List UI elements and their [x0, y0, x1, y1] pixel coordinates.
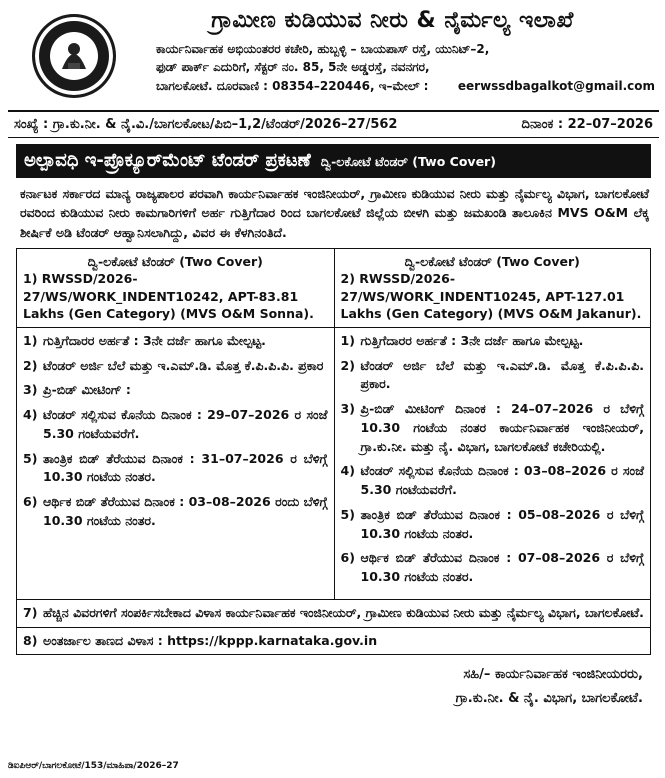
letterhead	[8, 6, 659, 106]
banner-subtitle: ದ್ವಿ-ಲಕೋಟೆ ಟೆಂಡರ್ (Two Cover)	[320, 153, 496, 169]
tender-column	[334, 249, 651, 599]
karnataka-emblem-icon	[32, 14, 116, 98]
list-item: 7) ಹೆಚ್ಚಿನ ವಿವರಗಳಿಗೆ ಸಂಪರ್ಕಿಸಬೇಕಾದ ವಿಳಾಸ ಕಾರ್ಯನಿರ್ವಾಹಕ ಇಂಜಿನೀಯರ್, ಗ್ರಾಮೀಣ ಕುಡಿಯುವ ನೀರು ಮತ್ತು ನೈರ್ಮಲ್ಯ ವಿಭಾಗ, ಬಾಗಲಕೋಟೆ.	[23, 604, 644, 620]
list-item: 4) ಟೆಂಡರ್ ಸಲ್ಲಿಸುವ ಕೊನೆಯ ದಿನಾಂಕ : 29–07–2026 ರ ಸಂಜೆ 5.30 ಗಂಟೆಯವರೆಗೆ.	[23, 407, 328, 441]
list-item: 4) ಟೆಂಡರ್ ಸಲ್ಲಿಸುವ ಕೊನೆಯ ದಿನಾಂಕ : 03–08–2026 ರ ಸಂಜೆ 5.30 ಗಂಟೆಯವರೆಗೆ.	[340, 463, 644, 498]
phone-text: ಬಾಗಲಕೋಟೆ. ದೂರವಾಣಿ : 08354–220446, ಇ–ಮೇಲ್ :	[156, 78, 429, 93]
contact-line	[156, 77, 659, 96]
website-link[interactable]: ಅಂತರ್ಜಾಲ ತಾಣದ ವಿಳಾಸ : https://kppp.karnataka.gov.in	[43, 632, 378, 648]
signature-block	[8, 655, 659, 710]
work-title: 1) RWSSD/2026-27/WS/WORK_INDENT10242, APT-83.81 Lakhs (Gen Category) (MVS O&M Sonna).	[23, 271, 314, 322]
notice-banner	[16, 144, 651, 178]
list-item: 2) ಟೆಂಡರ್ ಅರ್ಜಿ ಬೆಲೆ ಮತ್ತು ಇ.ಎಮ್.ಡಿ. ಮೊತ್ತ ಕೆ.ಪಿ.ಪಿ.ಪಿ. ಪ್ರಕಾರ	[23, 357, 324, 373]
signature-line: ಗ್ರಾ.ಕು.ನೀ. & ನೈ. ವಿಭಾಗ, ಬಾಗಲಕೋಟೆ.	[455, 690, 643, 706]
address-line: ಕಾರ್ಯನಿರ್ವಾಹಕ ಅಭಿಯಂತರರ ಕಚೇರಿ, ಹುಬ್ಬಳ್ಳಿ – ಬಾಯಪಾಸ್ ರಸ್ತೆ, ಯುನಿಟ್–2,	[156, 41, 490, 56]
tender-column-header	[335, 249, 651, 328]
footer-items	[17, 599, 650, 655]
notice-date: ದಿನಾಂಕ : 22–07–2026	[521, 117, 653, 132]
tender-column	[17, 249, 334, 599]
tender-table	[16, 248, 651, 656]
list-item: 8) ಅಂತರ್ಜಾಲ ತಾಣದ ವಿಳಾಸ : https://kppp.karnataka.gov.in	[17, 627, 650, 655]
work-title: 2) RWSSD/2026-27/WS/WORK_INDENT10245, APT-127.01 Lakhs (Gen Category) (MVS O&M Jakanur).	[340, 271, 642, 322]
list-item: 5) ತಾಂತ್ರಿಕ ಬಿಡ್ ತೆರೆಯುವ ದಿನಾಂಕ : 31–07–2026 ರ ಬೆಳಿಗ್ಗೆ 10.30 ಗಂಟೆಯ ನಂತರ.	[23, 450, 328, 485]
address-line: ಫುಡ್ ಪಾರ್ಕ್ ಎದುರಿಗೆ, ಸೆಕ್ಟರ್ ನಂ. 85, 5ನೇ ಅಡ್ಡರಸ್ತೆ, ನವನಗರ,	[156, 60, 430, 75]
publication-code: ಡಿಐಪಿಆರ್/ಬಾಗಲಕೋಟೆ/153/ಮಾಹಿಪಾ/2026–27	[8, 760, 179, 771]
list-item: 6) ಆರ್ಥಿಕ ಬಿಡ್ ತೆರೆಯುವ ದಿನಾಂಕ : 07–08–2026 ರ ಬೆಳಿಗ್ಗೆ 10.30 ಗಂಟೆಯ ನಂತರ.	[340, 550, 644, 585]
list-item: 5) ತಾಂತ್ರಿಕ ಬಿಡ್ ತೆರೆಯುವ ದಿನಾಂಕ : 05–08–2026 ರ ಬೆಳಿಗ್ಗೆ 10.30 ಗಂಟೆಯ ನಂತರ.	[340, 506, 644, 541]
tender-notice	[8, 6, 659, 710]
signature-line: ಸಹಿ/– ಕಾರ್ಯನಿರ್ವಾಹಕ ಇಂಜಿನೀಯರರು,	[463, 667, 643, 683]
divider	[8, 137, 659, 138]
reference-number: ಸಂಖ್ಯೆ : ಗ್ರಾ.ಕು.ನೀ. & ನೈ.ವಿ./ಬಾಗಲಕೋಟ/ಪಿಬಿ–1,2/ಟೆಂಡರ್/2026–27/562	[14, 117, 398, 132]
list-item: 1) ಗುತ್ತಿಗೆದಾರರ ಅರ್ಹತೆ : 3ನೇ ದರ್ಜೆ ಹಾಗೂ ಮೇಲ್ಪಟ್ಟ.	[23, 332, 266, 348]
list-item: 1) ಗುತ್ತಿಗೆದಾರರ ಅರ್ಹತೆ : 3ನೇ ದರ್ಜೆ ಹಾಗೂ ಮೇಲ್ಪಟ್ಟ.	[340, 332, 584, 348]
department-title: ಗ್ರಾಮೀಣ ಕುಡಿಯುವ ನೀರು & ನೈರ್ಮಲ್ಯ ಇಲಾಖೆ	[211, 8, 574, 33]
list-item: 6) ಆರ್ಥಿಕ ಬಿಡ್ ತೆರೆಯುವ ದಿನಾಂಕ : 03–08–2026 ರಂದು ಬೆಳಿಗ್ಗೆ 10.30 ಗಂಟೆಯ ನಂತರ.	[23, 494, 328, 528]
email-text: eerwssdbagalkot@gmail.com	[457, 78, 655, 93]
reference-row	[8, 112, 659, 137]
office-address	[126, 40, 659, 96]
intro-paragraph: ಕರ್ನಾಟಕ ಸರ್ಕಾರದ ಮಾನ್ಯ ರಾಜ್ಯಪಾಲರ ಪರವಾಗಿ ಕಾರ್ಯನಿರ್ವಾಹಕ ಇಂಜಿನೀಯರ್, ಗ್ರಾಮೀಣ ಕುಡಿಯುವ ನೀರು ಮತ್ತು ನೈರ್ಮಲ್ಯ ವಿಭಾಗ, ಬಾಗಲಕೋಟೆ ರವರಿಂದ ಕುಡಿಯುವ ನೀರು ಕಾಮಗಾರಿಗಳಿಗೆ ಅರ್ಹ ಗುತ್ತಿಗೆದಾರ ರಿಂದ ಬಾಗಲಕೋಟೆ ಜಿಲ್ಲೆಯ ಬೀಳಗಿ ಮತ್ತು ಜಮಖಂಡಿ ತಾಲೂಕಿನ MVS O&M ಲೆಕ್ಕ ಶೀರ್ಷಿಕೆ ಅಡಿ ಟೆಂಡರ್ ಆಹ್ವಾನಿಸಲಾಗಿದ್ದು, ವಿವರ ಈ ಕೆಳಗಿನಂತಿದೆ.	[20, 185, 649, 240]
cover-type: ದ್ವಿ-ಲಕೋಟೆ ಟೆಂಡರ್ (Two Cover)	[404, 253, 580, 269]
tender-column-header	[17, 249, 334, 328]
letterhead-text	[126, 6, 659, 95]
list-item: 3) ಪ್ರಿ-ಬಿಡ್ ಮೀಟಿಂಗ್ :	[23, 382, 131, 398]
banner-title: ಅಲ್ಪಾವಧಿ ಇ-ಪ್ರೊಕ್ಯೂರ್‌ಮೆಂಟ್ ಟೆಂಡರ್ ಪ್ರಕಟಣೆ	[24, 149, 311, 171]
cover-type: ದ್ವಿ-ಲಕೋಟೆ ಟೆಂಡರ್ (Two Cover)	[87, 253, 263, 269]
list-item: 3) ಪ್ರಿ-ಬಿಡ್ ಮೀಟಿಂಗ್ ದಿನಾಂಕ : 24–07–2026 ರ ಬೆಳಿಗ್ಗೆ 10.30 ಗಂಟೆಯ ನಂತರ ಕಾರ್ಯನಿರ್ವಾಹಕ ಇಂಜಿನೀಯರ್, ಗ್ರಾ.ಕು.ನೀ. ಮತ್ತು ನೈ. ವಿಭಾಗ, ಬಾಗಲಕೋಟೆ ಕಚೇರಿಯಲ್ಲಿ.	[340, 401, 644, 454]
list-item: 2) ಟೆಂಡರ್ ಅರ್ಜಿ ಬೆಲೆ ಮತ್ತು ಇ.ಎಮ್.ಡಿ. ಮೊತ್ತ ಕೆ.ಪಿ.ಪಿ.ಪಿ. ಪ್ರಕಾರ.	[340, 357, 644, 392]
